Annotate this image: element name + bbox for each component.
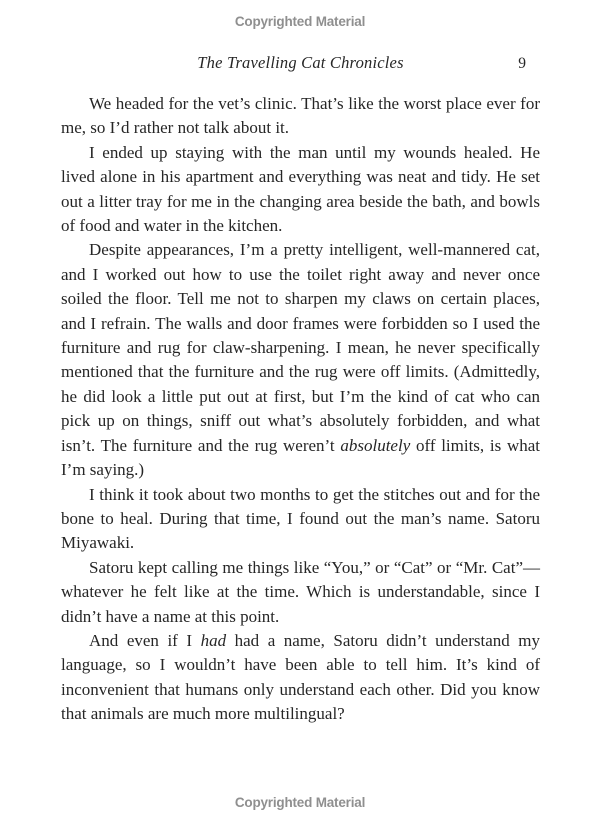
paragraph xyxy=(61,556,540,629)
running-header xyxy=(61,53,540,77)
text-segment: We headed for the vet’s clinic. That’s like the worst place ever for me, so I’d rather not talk about it. xyxy=(61,94,540,138)
running-header-title: The Travelling Cat Chronicles xyxy=(197,53,404,72)
paragraph xyxy=(61,483,540,556)
text-segment: had a name, Satoru didn’t understand my language, so I wouldn’t have been able to tell him. It’s kind of inconvenient that humans only understand each other. Did you know that animals are much more multilingual? xyxy=(61,630,540,724)
paragraph xyxy=(61,629,540,727)
paragraph xyxy=(61,141,540,239)
italic-text-segment: had xyxy=(200,630,227,650)
paragraph xyxy=(61,238,540,482)
paragraph xyxy=(61,92,540,141)
text-segment: Despite appearances, I’m a pretty intelligent, well-mannered cat, and I worked out how to use the toilet right away and never once soiled the floor. Tell me not to sharpen my claws on certain places, and I refrain. The walls and door frames were forbidden so I used the furniture and rug for claw-sharpening. I mean, he never specifically mentioned that the furniture and the rug were off limits. (Admittedly, he did look a little put out at first, but I’m the kind of cat who can pick up on things, sniff out what’s absolutely forbidden, and what isn’t. The furniture and the rug weren’t xyxy=(61,240,540,455)
italic-text-segment: absolutely xyxy=(340,435,411,455)
page-number: 9 xyxy=(518,55,526,72)
text-segment: I think it took about two months to get the stitches out and for the bone to heal. During that time, I found out the man’s name. Satoru Miyawaki. xyxy=(61,484,540,553)
top-copyright-watermark: Copyrighted Material xyxy=(234,14,366,29)
bottom-copyright-watermark: Copyrighted Material xyxy=(234,795,366,810)
text-segment: And even if I xyxy=(89,630,201,650)
body-text xyxy=(61,92,540,727)
text-segment: Satoru kept calling me things like “You,” or “Cat” or “Mr. Cat”—whatever he felt like at the time. Which is understandable, since I didn’t have a name at this point. xyxy=(61,557,540,626)
text-segment: I ended up staying with the man until my wounds healed. He lived alone in his apartment and everything was neat and tidy. He set out a litter tray for me in the changing area beside the bath, and bowls of food and water in the kitchen. xyxy=(61,142,540,236)
text-segment: off limits, is what I’m saying.) xyxy=(61,435,540,480)
